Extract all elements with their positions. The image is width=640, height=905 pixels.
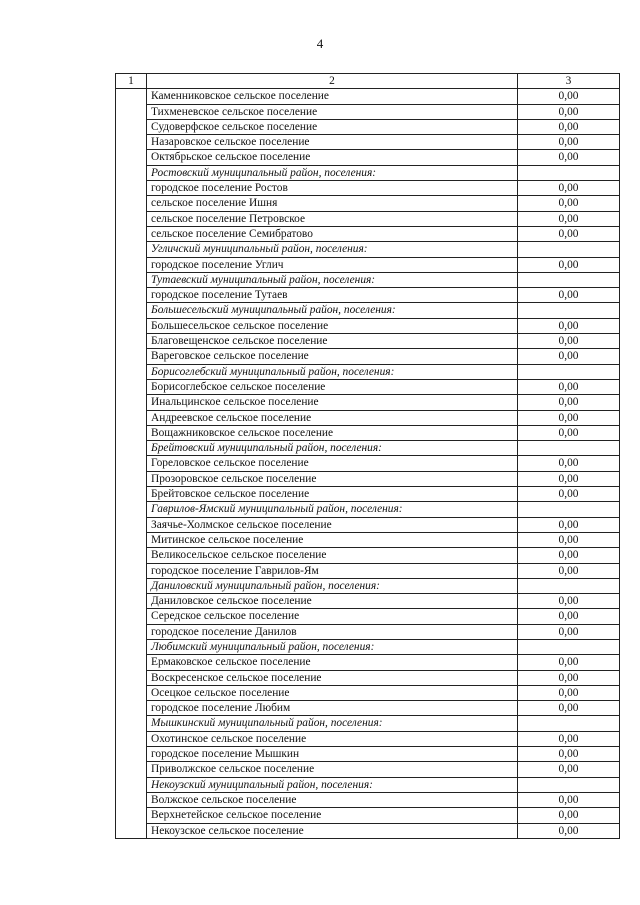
- district-name: Брейтовский муниципальный район, поселения:: [147, 441, 518, 456]
- settlement-name: Инальцинское сельское поселение: [147, 395, 518, 410]
- district-name: Некоузский муниципальный район, поселения:: [147, 777, 518, 792]
- amount-cell: [518, 303, 620, 318]
- district-row: [116, 639, 620, 654]
- table-row: [116, 395, 620, 410]
- settlement-name: городское поселение Любим: [147, 701, 518, 716]
- amount-cell: 0,00: [518, 731, 620, 746]
- district-name: Угличский муниципальный район, поселения:: [147, 242, 518, 257]
- settlements-table: [115, 73, 620, 839]
- amount-cell: [518, 272, 620, 287]
- table-row: [116, 135, 620, 150]
- amount-cell: [518, 578, 620, 593]
- amount-cell: 0,00: [518, 823, 620, 838]
- settlement-name: Гореловское сельское поселение: [147, 456, 518, 471]
- amount-cell: 0,00: [518, 701, 620, 716]
- amount-cell: 0,00: [518, 670, 620, 685]
- settlement-name: Некоузское сельское поселение: [147, 823, 518, 838]
- table-row: [116, 150, 620, 165]
- settlement-name: Судоверфское сельское поселение: [147, 119, 518, 134]
- page-number: 4: [316, 36, 324, 51]
- settlement-name: Даниловское сельское поселение: [147, 594, 518, 609]
- district-row: [116, 502, 620, 517]
- amount-cell: [518, 639, 620, 654]
- amount-cell: [518, 364, 620, 379]
- table-row: [116, 104, 620, 119]
- settlement-name: Воскресенское сельское поселение: [147, 670, 518, 685]
- settlement-name: Волжское сельское поселение: [147, 792, 518, 807]
- district-row: [116, 441, 620, 456]
- table-row: [116, 119, 620, 134]
- amount-cell: [518, 777, 620, 792]
- settlement-name: Митинское сельское поселение: [147, 532, 518, 547]
- amount-cell: 0,00: [518, 425, 620, 440]
- settlement-name: Прозоровское сельское поселение: [147, 471, 518, 486]
- settlement-name: сельское поселение Петровское: [147, 211, 518, 226]
- settlement-name: Приволжское сельское поселение: [147, 762, 518, 777]
- settlement-name: Верхнетейское сельское поселение: [147, 808, 518, 823]
- table-row: [116, 701, 620, 716]
- settlement-name: городское поселение Ростов: [147, 181, 518, 196]
- amount-cell: 0,00: [518, 471, 620, 486]
- amount-cell: 0,00: [518, 747, 620, 762]
- table-row: [116, 594, 620, 609]
- amount-cell: 0,00: [518, 181, 620, 196]
- table-row: [116, 731, 620, 746]
- table-row: [116, 517, 620, 532]
- district-row: [116, 364, 620, 379]
- amount-cell: 0,00: [518, 517, 620, 532]
- amount-cell: [518, 242, 620, 257]
- amount-cell: 0,00: [518, 624, 620, 639]
- amount-cell: 0,00: [518, 532, 620, 547]
- settlement-name: Андреевское сельское поселение: [147, 410, 518, 425]
- amount-cell: 0,00: [518, 257, 620, 272]
- settlement-name: сельское поселение Ишня: [147, 196, 518, 211]
- district-name: Любимский муниципальный район, поселения:: [147, 639, 518, 654]
- amount-cell: 0,00: [518, 487, 620, 502]
- table-row: [116, 762, 620, 777]
- settlement-name: городское поселение Углич: [147, 257, 518, 272]
- amount-cell: 0,00: [518, 211, 620, 226]
- amount-cell: 0,00: [518, 655, 620, 670]
- table-row: [116, 181, 620, 196]
- settlement-name: городское поселение Тутаев: [147, 288, 518, 303]
- table-row: [116, 563, 620, 578]
- district-row: [116, 272, 620, 287]
- table-row: [116, 670, 620, 685]
- amount-cell: 0,00: [518, 150, 620, 165]
- table-row: [116, 349, 620, 364]
- amount-cell: 0,00: [518, 135, 620, 150]
- table-header-row: [116, 74, 620, 89]
- amount-cell: 0,00: [518, 456, 620, 471]
- district-row: [116, 165, 620, 180]
- settlement-name: Середское сельское поселение: [147, 609, 518, 624]
- district-name: Тутаевский муниципальный район, поселения:: [147, 272, 518, 287]
- row-number-cell: [116, 89, 147, 839]
- amount-cell: 0,00: [518, 349, 620, 364]
- settlement-name: Брейтовское сельское поселение: [147, 487, 518, 502]
- settlement-name: Вареговское сельское поселение: [147, 349, 518, 364]
- table-row: [116, 196, 620, 211]
- amount-cell: [518, 441, 620, 456]
- district-row: [116, 777, 620, 792]
- settlement-name: Каменниковское сельское поселение: [147, 89, 518, 104]
- table-row: [116, 487, 620, 502]
- table-row: [116, 792, 620, 807]
- column-header-2: 2: [147, 74, 518, 89]
- amount-cell: [518, 165, 620, 180]
- table-row: [116, 318, 620, 333]
- amount-cell: 0,00: [518, 288, 620, 303]
- amount-cell: 0,00: [518, 594, 620, 609]
- amount-cell: 0,00: [518, 334, 620, 349]
- settlement-name: Заячье-Холмское сельское поселение: [147, 517, 518, 532]
- amount-cell: 0,00: [518, 104, 620, 119]
- amount-cell: 0,00: [518, 119, 620, 134]
- table-row: [116, 379, 620, 394]
- table-row: [116, 257, 620, 272]
- table-row: [116, 747, 620, 762]
- table-row: [116, 211, 620, 226]
- settlement-name: Вощажниковское сельское поселение: [147, 425, 518, 440]
- amount-cell: 0,00: [518, 318, 620, 333]
- district-name: Гаврилов-Ямский муниципальный район, поселения:: [147, 502, 518, 517]
- settlement-name: Октябрьское сельское поселение: [147, 150, 518, 165]
- district-name: Даниловский муниципальный район, поселения:: [147, 578, 518, 593]
- amount-cell: 0,00: [518, 685, 620, 700]
- settlement-name: Борисоглебское сельское поселение: [147, 379, 518, 394]
- district-name: Борисоглебский муниципальный район, поселения:: [147, 364, 518, 379]
- table-row: [116, 471, 620, 486]
- table-row: [116, 808, 620, 823]
- settlement-name: Ермаковское сельское поселение: [147, 655, 518, 670]
- amount-cell: 0,00: [518, 226, 620, 241]
- amount-cell: 0,00: [518, 563, 620, 578]
- settlement-name: Назаровское сельское поселение: [147, 135, 518, 150]
- table-row: [116, 532, 620, 547]
- settlement-name: Большесельское сельское поселение: [147, 318, 518, 333]
- settlement-name: Благовещенское сельское поселение: [147, 334, 518, 349]
- settlement-name: Осецкое сельское поселение: [147, 685, 518, 700]
- table-row: [116, 548, 620, 563]
- table-row: [116, 685, 620, 700]
- amount-cell: 0,00: [518, 89, 620, 104]
- table-row: [116, 456, 620, 471]
- settlement-name: городское поселение Мышкин: [147, 747, 518, 762]
- amount-cell: 0,00: [518, 762, 620, 777]
- amount-cell: 0,00: [518, 410, 620, 425]
- amount-cell: [518, 502, 620, 517]
- table-row: [116, 226, 620, 241]
- district-row: [116, 578, 620, 593]
- district-name: Ростовский муниципальный район, поселения:: [147, 165, 518, 180]
- table-row: [116, 334, 620, 349]
- settlement-name: сельское поселение Семибратово: [147, 226, 518, 241]
- settlement-name: Тихменевское сельское поселение: [147, 104, 518, 119]
- settlement-name: городское поселение Гаврилов-Ям: [147, 563, 518, 578]
- amount-cell: 0,00: [518, 548, 620, 563]
- table-row: [116, 823, 620, 838]
- district-name: Мышкинский муниципальный район, поселения:: [147, 716, 518, 731]
- amount-cell: 0,00: [518, 196, 620, 211]
- table-row: [116, 410, 620, 425]
- column-header-3: 3: [518, 74, 620, 89]
- amount-cell: 0,00: [518, 609, 620, 624]
- table-row: [116, 624, 620, 639]
- column-header-1: 1: [116, 74, 147, 89]
- table-row: [116, 655, 620, 670]
- amount-cell: 0,00: [518, 379, 620, 394]
- settlement-name: Великосельское сельское поселение: [147, 548, 518, 563]
- amount-cell: [518, 716, 620, 731]
- amount-cell: 0,00: [518, 792, 620, 807]
- amount-cell: 0,00: [518, 808, 620, 823]
- district-name: Большесельский муниципальный район, поселения:: [147, 303, 518, 318]
- table-row: [116, 288, 620, 303]
- district-row: [116, 716, 620, 731]
- settlement-name: Охотинское сельское поселение: [147, 731, 518, 746]
- table-row: [116, 89, 620, 104]
- table-row: [116, 609, 620, 624]
- district-row: [116, 242, 620, 257]
- settlement-name: городское поселение Данилов: [147, 624, 518, 639]
- amount-cell: 0,00: [518, 395, 620, 410]
- district-row: [116, 303, 620, 318]
- table-row: [116, 425, 620, 440]
